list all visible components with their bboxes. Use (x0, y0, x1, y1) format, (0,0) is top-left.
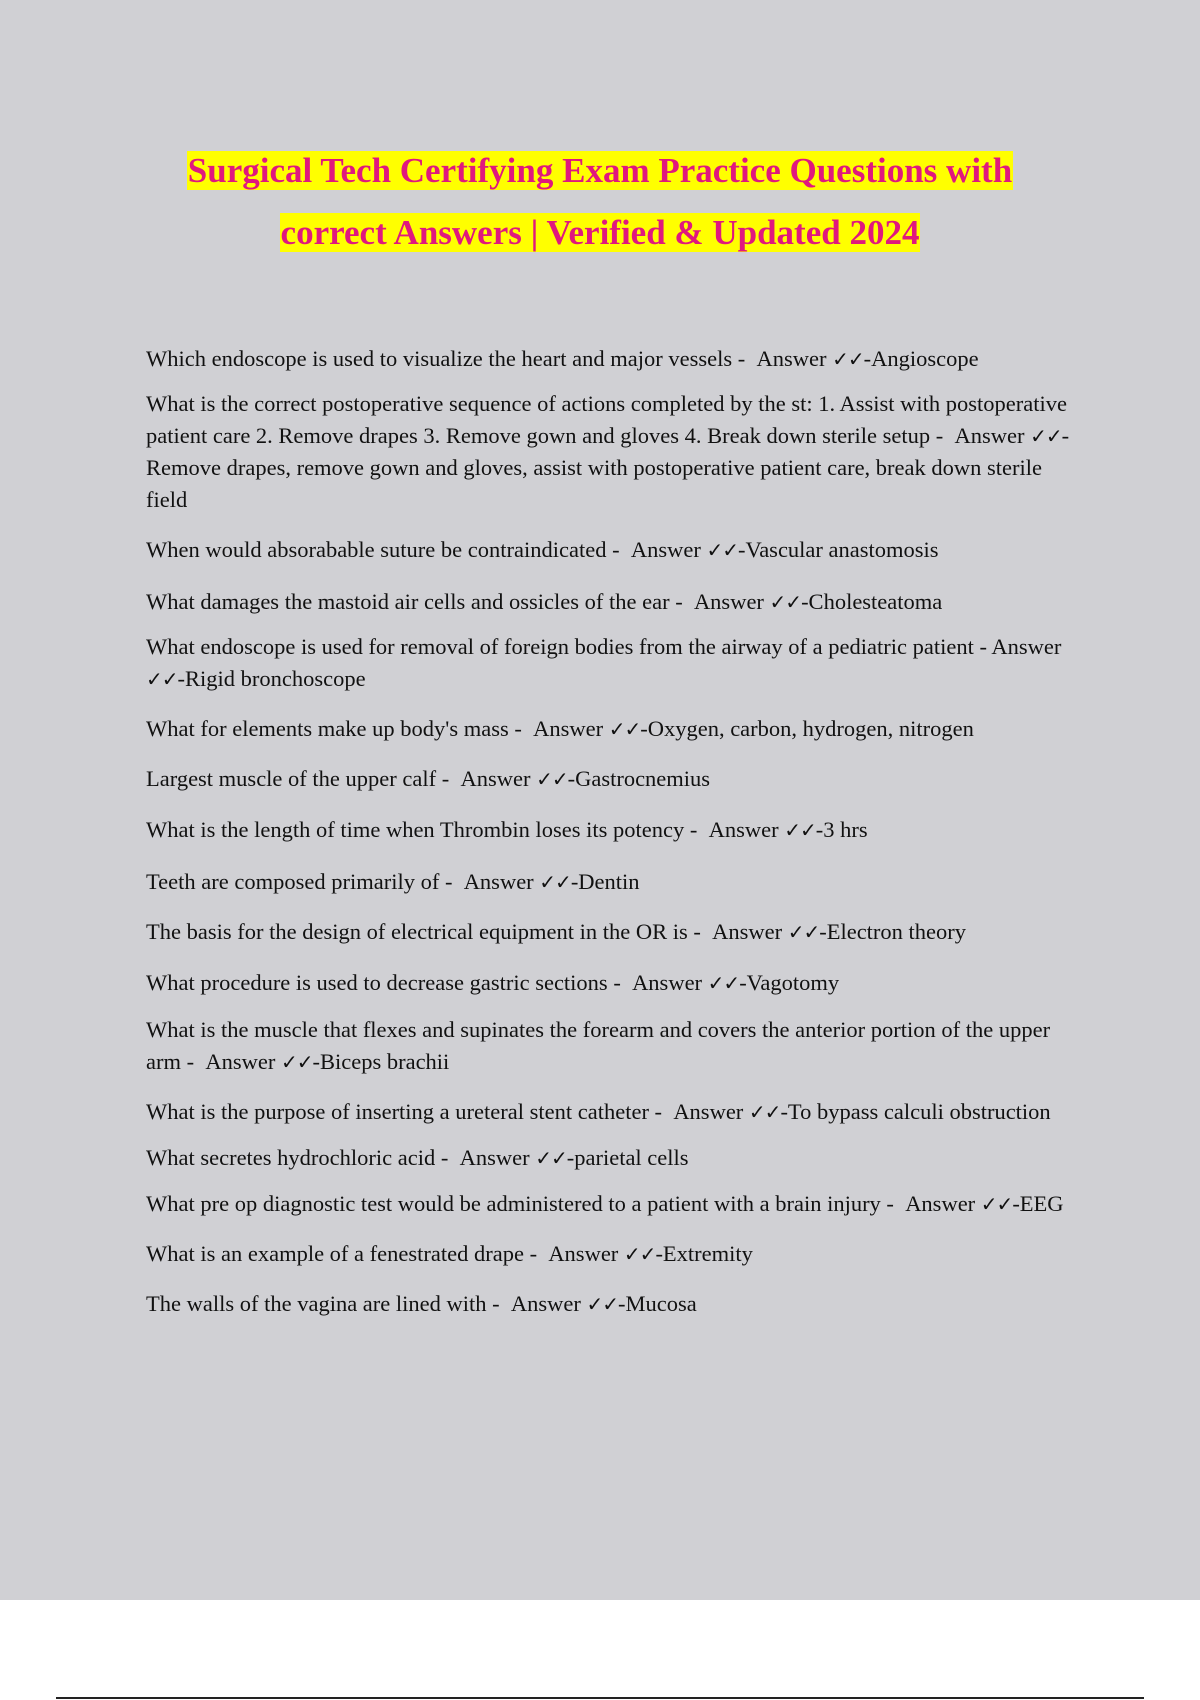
qa-item (146, 1188, 1088, 1220)
double-check-icon: ✓✓ (980, 1192, 1013, 1216)
answer-label: Answer (510, 1291, 581, 1316)
double-check-icon: ✓✓ (536, 767, 568, 791)
double-check-icon: ✓✓ (146, 667, 178, 691)
double-check-icon: ✓✓ (832, 347, 864, 371)
question-answer-list (146, 343, 1088, 1320)
double-check-icon: ✓✓ (280, 1050, 313, 1074)
title-line-1: Surgical Tech Certifying Exam Practice Questions with (187, 151, 1013, 190)
answer-text: -Remove drapes, remove gown and gloves, assist with postoperative patient care, break down sterile field (146, 423, 1070, 512)
answer-label: Answer (991, 634, 1062, 659)
answer-text: -Cholesteatoma (801, 589, 943, 614)
answer-text: -Angioscope (863, 346, 979, 371)
answer-text: -To bypass calculi obstruction (780, 1099, 1051, 1124)
answer-text: -Biceps brachii (312, 1049, 450, 1074)
answer-label: Answer (712, 919, 783, 944)
answer-label: Answer (533, 716, 604, 741)
qa-item (146, 586, 1088, 618)
qa-item (146, 866, 1088, 898)
answer-text: -Electron theory (819, 919, 967, 944)
question-text: What pre op diagnostic test would be administered to a patient with a brain injury - (146, 1191, 894, 1216)
question-text: What damages the mastoid air cells and ossicles of the ear - (146, 589, 683, 614)
footer-divider (56, 1697, 1144, 1699)
answer-label: Answer (905, 1191, 976, 1216)
question-text: When would absorabable suture be contraindicated - (146, 537, 620, 562)
answer-label: Answer (693, 589, 764, 614)
answer-label: Answer (630, 537, 701, 562)
qa-item (146, 534, 1088, 566)
double-check-icon: ✓✓ (706, 538, 738, 562)
answer-text: -parietal cells (566, 1145, 689, 1170)
answer-text: -Vagotomy (739, 970, 840, 995)
qa-item (146, 1238, 1088, 1270)
question-text: Largest muscle of the upper calf - (146, 766, 450, 791)
qa-item (146, 1014, 1088, 1078)
answer-text: -Rigid bronchoscope (177, 666, 366, 691)
qa-item (146, 1142, 1088, 1174)
question-text: What endoscope is used for removal of foreign bodies from the airway of a pediatric patient - (146, 634, 987, 659)
question-text: What for elements make up body's mass - (146, 716, 522, 741)
qa-item (146, 713, 1088, 745)
answer-label: Answer (708, 817, 779, 842)
qa-item (146, 631, 1088, 695)
question-text: What is the purpose of inserting a ureteral stent catheter - (146, 1099, 663, 1124)
qa-item (146, 814, 1088, 846)
double-check-icon: ✓✓ (586, 1292, 619, 1316)
question-text: The walls of the vagina are lined with - (146, 1291, 500, 1316)
answer-label: Answer (460, 766, 531, 791)
question-text: What procedure is used to decrease gastric sections - (146, 970, 621, 995)
answer-label: Answer (756, 346, 827, 371)
question-text: Which endoscope is used to visualize the heart and major vessels - (146, 346, 746, 371)
double-check-icon: ✓✓ (787, 920, 820, 944)
title-line-2: correct Answers | Verified & Updated 2024 (280, 213, 920, 252)
answer-text: -Mucosa (618, 1291, 697, 1316)
answer-label: Answer (463, 869, 534, 894)
question-text: The basis for the design of electrical equipment in the OR is - (146, 919, 701, 944)
double-check-icon: ✓✓ (539, 870, 571, 894)
question-text: What is the muscle that flexes and supinates the forearm and covers the anterior portion of the upper arm - (146, 1017, 1051, 1074)
double-check-icon: ✓✓ (784, 818, 816, 842)
qa-item (146, 763, 1088, 795)
question-text: What is an example of a fenestrated drape - (146, 1241, 538, 1266)
answer-label: Answer (954, 423, 1025, 448)
double-check-icon: ✓✓ (535, 1146, 567, 1170)
answer-text: -Vascular anastomosis (737, 537, 939, 562)
answer-label: Answer (548, 1241, 619, 1266)
question-text: What is the correct postoperative sequence of actions completed by the st: 1. Assist with postoperative patient care 2. Remove drapes 3. Remove gown and gloves 4. Break down sterile setup - (146, 391, 1068, 448)
answer-text: -Oxygen, carbon, hydrogen, nitrogen (640, 716, 974, 741)
answer-text: -3 hrs (815, 817, 868, 842)
qa-item (146, 916, 1088, 948)
qa-item (146, 343, 1088, 375)
answer-label: Answer (632, 970, 703, 995)
qa-item (146, 388, 1088, 516)
question-text: Teeth are composed primarily of - (146, 869, 453, 894)
answer-text: -Dentin (570, 869, 640, 894)
qa-item (146, 1288, 1088, 1320)
question-text: What is the length of time when Thrombin loses its potency - (146, 817, 698, 842)
answer-text: -Gastrocnemius (567, 766, 711, 791)
qa-item (146, 1096, 1088, 1128)
answer-label: Answer (673, 1099, 744, 1124)
double-check-icon: ✓✓ (1030, 424, 1062, 448)
double-check-icon: ✓✓ (769, 590, 802, 614)
answer-text: -EEG (1012, 1191, 1064, 1216)
document-title (0, 140, 1200, 264)
answer-label: Answer (205, 1049, 276, 1074)
answer-label: Answer (459, 1145, 530, 1170)
double-check-icon: ✓✓ (623, 1242, 656, 1266)
double-check-icon: ✓✓ (748, 1100, 781, 1124)
qa-item (146, 967, 1088, 999)
double-check-icon: ✓✓ (608, 717, 641, 741)
double-check-icon: ✓✓ (707, 971, 740, 995)
question-text: What secretes hydrochloric acid - (146, 1145, 449, 1170)
answer-text: -Extremity (655, 1241, 753, 1266)
